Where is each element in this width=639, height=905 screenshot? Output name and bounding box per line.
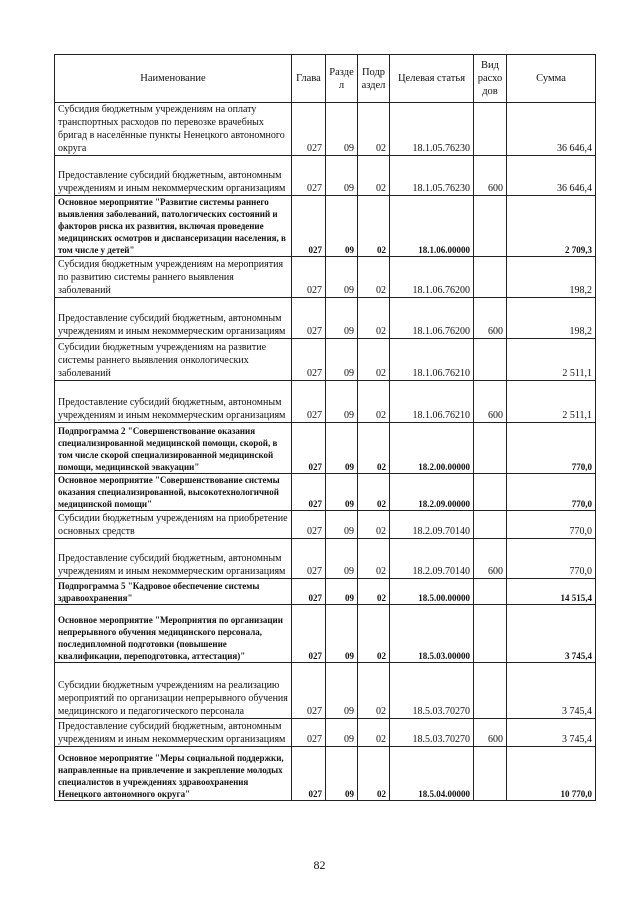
cell-name: Основное мероприятие "Мероприятия по организации непрерывного обучения медицинского персонала, последипломной подготовки (повышение квалификации, переподготовка, аттестация)" [55, 605, 292, 663]
cell-subsection: 02 [358, 579, 390, 605]
cell-name: Основное мероприятие "Меры социальной поддержки, направленные на привлечение и закрепление молодых специалистов в учреждениях здравоохранения Ненецкого автономного округа" [55, 747, 292, 801]
cell-kind [474, 196, 507, 257]
cell-section: 09 [326, 196, 358, 257]
cell-kind [474, 339, 507, 381]
cell-sum: 770,0 [507, 511, 596, 539]
cell-section: 09 [326, 663, 358, 719]
table-row [55, 511, 596, 539]
cell-target: 18.5.03.00000 [390, 605, 474, 663]
cell-sum: 14 515,4 [507, 579, 596, 605]
cell-target: 18.1.06.76200 [390, 298, 474, 339]
cell-subsection: 02 [358, 511, 390, 539]
cell-sum: 36 646,4 [507, 103, 596, 156]
cell-section: 09 [326, 539, 358, 579]
cell-section: 09 [326, 298, 358, 339]
cell-kind: 600 [474, 298, 507, 339]
cell-subsection: 02 [358, 156, 390, 196]
cell-section: 09 [326, 719, 358, 747]
cell-sum: 10 770,0 [507, 747, 596, 801]
table-row [55, 474, 596, 511]
cell-kind [474, 605, 507, 663]
cell-subsection: 02 [358, 381, 390, 423]
cell-name: Предоставление субсидий бюджетным, автономным учреждениям и иным некоммерческим организациям [55, 381, 292, 423]
table-row [55, 747, 596, 801]
cell-section: 09 [326, 156, 358, 196]
cell-subsection: 02 [358, 423, 390, 474]
cell-kind [474, 103, 507, 156]
cell-name: Подпрограмма 5 "Кадровое обеспечение системы здравоохранения" [55, 579, 292, 605]
cell-chapter: 027 [292, 474, 326, 511]
cell-target: 18.2.09.00000 [390, 474, 474, 511]
cell-target: 18.2.00.00000 [390, 423, 474, 474]
cell-chapter: 027 [292, 719, 326, 747]
cell-kind [474, 423, 507, 474]
cell-subsection: 02 [358, 257, 390, 298]
cell-subsection: 02 [358, 339, 390, 381]
cell-name: Субсидии бюджетным учреждениям на приобретение основных средств [55, 511, 292, 539]
cell-target: 18.5.04.00000 [390, 747, 474, 801]
cell-kind: 600 [474, 539, 507, 579]
cell-sum: 2 511,1 [507, 381, 596, 423]
cell-section: 09 [326, 474, 358, 511]
cell-subsection: 02 [358, 719, 390, 747]
cell-kind: 600 [474, 381, 507, 423]
cell-subsection: 02 [358, 196, 390, 257]
cell-sum: 36 646,4 [507, 156, 596, 196]
cell-target: 18.1.06.76210 [390, 339, 474, 381]
page-number: 82 [313, 858, 326, 872]
cell-subsection: 02 [358, 747, 390, 801]
cell-subsection: 02 [358, 605, 390, 663]
cell-name: Субсидии бюджетным учреждениям на развитие системы раннего выявления онкологических заболеваний [55, 339, 292, 381]
table-row [55, 539, 596, 579]
cell-subsection: 02 [358, 474, 390, 511]
cell-kind [474, 579, 507, 605]
cell-name: Предоставление субсидий бюджетным, автономным учреждениям и иным некоммерческим организациям [55, 298, 292, 339]
cell-kind: 600 [474, 156, 507, 196]
cell-target: 18.1.05.76230 [390, 103, 474, 156]
cell-sum: 770,0 [507, 423, 596, 474]
col-header-name: Наименование [55, 55, 292, 103]
cell-chapter: 027 [292, 605, 326, 663]
cell-subsection: 02 [358, 663, 390, 719]
table-row [55, 103, 596, 156]
cell-chapter: 027 [292, 747, 326, 801]
col-header-chapter: Глава [292, 55, 326, 103]
cell-target: 18.2.09.70140 [390, 539, 474, 579]
cell-chapter: 027 [292, 381, 326, 423]
cell-name: Основное мероприятие "Развитие системы раннего выявления заболеваний, патологических состояний и факторов риска их развития, включая проведение медицинских осмотров и диспансеризации населения, в том числе у детей" [55, 196, 292, 257]
cell-name: Предоставление субсидий бюджетным, автономным учреждениям и иным некоммерческим организациям [55, 719, 292, 747]
table-row [55, 579, 596, 605]
col-header-section: Разде л [326, 55, 358, 103]
col-header-target: Целевая статья [390, 55, 474, 103]
cell-chapter: 027 [292, 298, 326, 339]
cell-target: 18.1.06.76200 [390, 257, 474, 298]
cell-name: Субсидия бюджетным учреждениям на оплату транспортных расходов по перевозке врачебных бригад в населённые пункты Ненецкого автономного округа [55, 103, 292, 156]
cell-sum: 198,2 [507, 257, 596, 298]
cell-target: 18.1.06.00000 [390, 196, 474, 257]
cell-section: 09 [326, 423, 358, 474]
table-row [55, 156, 596, 196]
cell-sum: 2 511,1 [507, 339, 596, 381]
cell-name: Субсидии бюджетным учреждениям на реализацию мероприятий по организации непрерывного обучения медицинского и педагогического персонала [55, 663, 292, 719]
cell-name: Подпрограмма 2 "Совершенствование оказания специализированной медицинской помощи, скорой, в том числе скорой специализированной медицинской помощи, медицинской эвакуации" [55, 423, 292, 474]
cell-section: 09 [326, 511, 358, 539]
cell-section: 09 [326, 257, 358, 298]
cell-target: 18.1.06.76210 [390, 381, 474, 423]
cell-chapter: 027 [292, 579, 326, 605]
table-row [55, 381, 596, 423]
cell-target: 18.1.05.76230 [390, 156, 474, 196]
cell-kind [474, 474, 507, 511]
cell-sum: 3 745,4 [507, 605, 596, 663]
table-row [55, 605, 596, 663]
cell-section: 09 [326, 381, 358, 423]
cell-chapter: 027 [292, 339, 326, 381]
col-header-kind: Вид расхо дов [474, 55, 507, 103]
cell-kind [474, 747, 507, 801]
cell-target: 18.2.09.70140 [390, 511, 474, 539]
col-header-subsection: Подр аздел [358, 55, 390, 103]
cell-sum: 2 709,3 [507, 196, 596, 257]
table-row [55, 298, 596, 339]
cell-sum: 198,2 [507, 298, 596, 339]
cell-name: Предоставление субсидий бюджетным, автономным учреждениям и иным некоммерческим организациям [55, 539, 292, 579]
budget-table [54, 54, 596, 801]
cell-target: 18.5.03.70270 [390, 663, 474, 719]
cell-chapter: 027 [292, 663, 326, 719]
table-row [55, 719, 596, 747]
cell-chapter: 027 [292, 103, 326, 156]
cell-target: 18.5.00.00000 [390, 579, 474, 605]
cell-name: Основное мероприятие "Совершенствование системы оказания специализированной, высокотехнологичной медицинской помощи" [55, 474, 292, 511]
cell-section: 09 [326, 579, 358, 605]
cell-kind: 600 [474, 719, 507, 747]
table-row [55, 196, 596, 257]
table-row [55, 339, 596, 381]
cell-chapter: 027 [292, 196, 326, 257]
cell-chapter: 027 [292, 511, 326, 539]
cell-section: 09 [326, 747, 358, 801]
cell-subsection: 02 [358, 298, 390, 339]
table-row [55, 663, 596, 719]
cell-section: 09 [326, 339, 358, 381]
cell-name: Субсидия бюджетным учреждениям на мероприятия по развитию системы раннего выявления заболеваний [55, 257, 292, 298]
cell-sum: 3 745,4 [507, 719, 596, 747]
cell-chapter: 027 [292, 257, 326, 298]
cell-kind [474, 663, 507, 719]
cell-subsection: 02 [358, 539, 390, 579]
cell-subsection: 02 [358, 103, 390, 156]
table-row [55, 423, 596, 474]
cell-section: 09 [326, 103, 358, 156]
cell-name: Предоставление субсидий бюджетным, автономным учреждениям и иным некоммерческим организациям [55, 156, 292, 196]
cell-sum: 3 745,4 [507, 663, 596, 719]
cell-sum: 770,0 [507, 539, 596, 579]
cell-kind [474, 257, 507, 298]
cell-sum: 770,0 [507, 474, 596, 511]
cell-target: 18.5.03.70270 [390, 719, 474, 747]
cell-chapter: 027 [292, 539, 326, 579]
table-row [55, 257, 596, 298]
cell-kind [474, 511, 507, 539]
cell-section: 09 [326, 605, 358, 663]
header-row [55, 55, 596, 103]
cell-chapter: 027 [292, 423, 326, 474]
cell-chapter: 027 [292, 156, 326, 196]
col-header-sum: Сумма [507, 55, 596, 103]
